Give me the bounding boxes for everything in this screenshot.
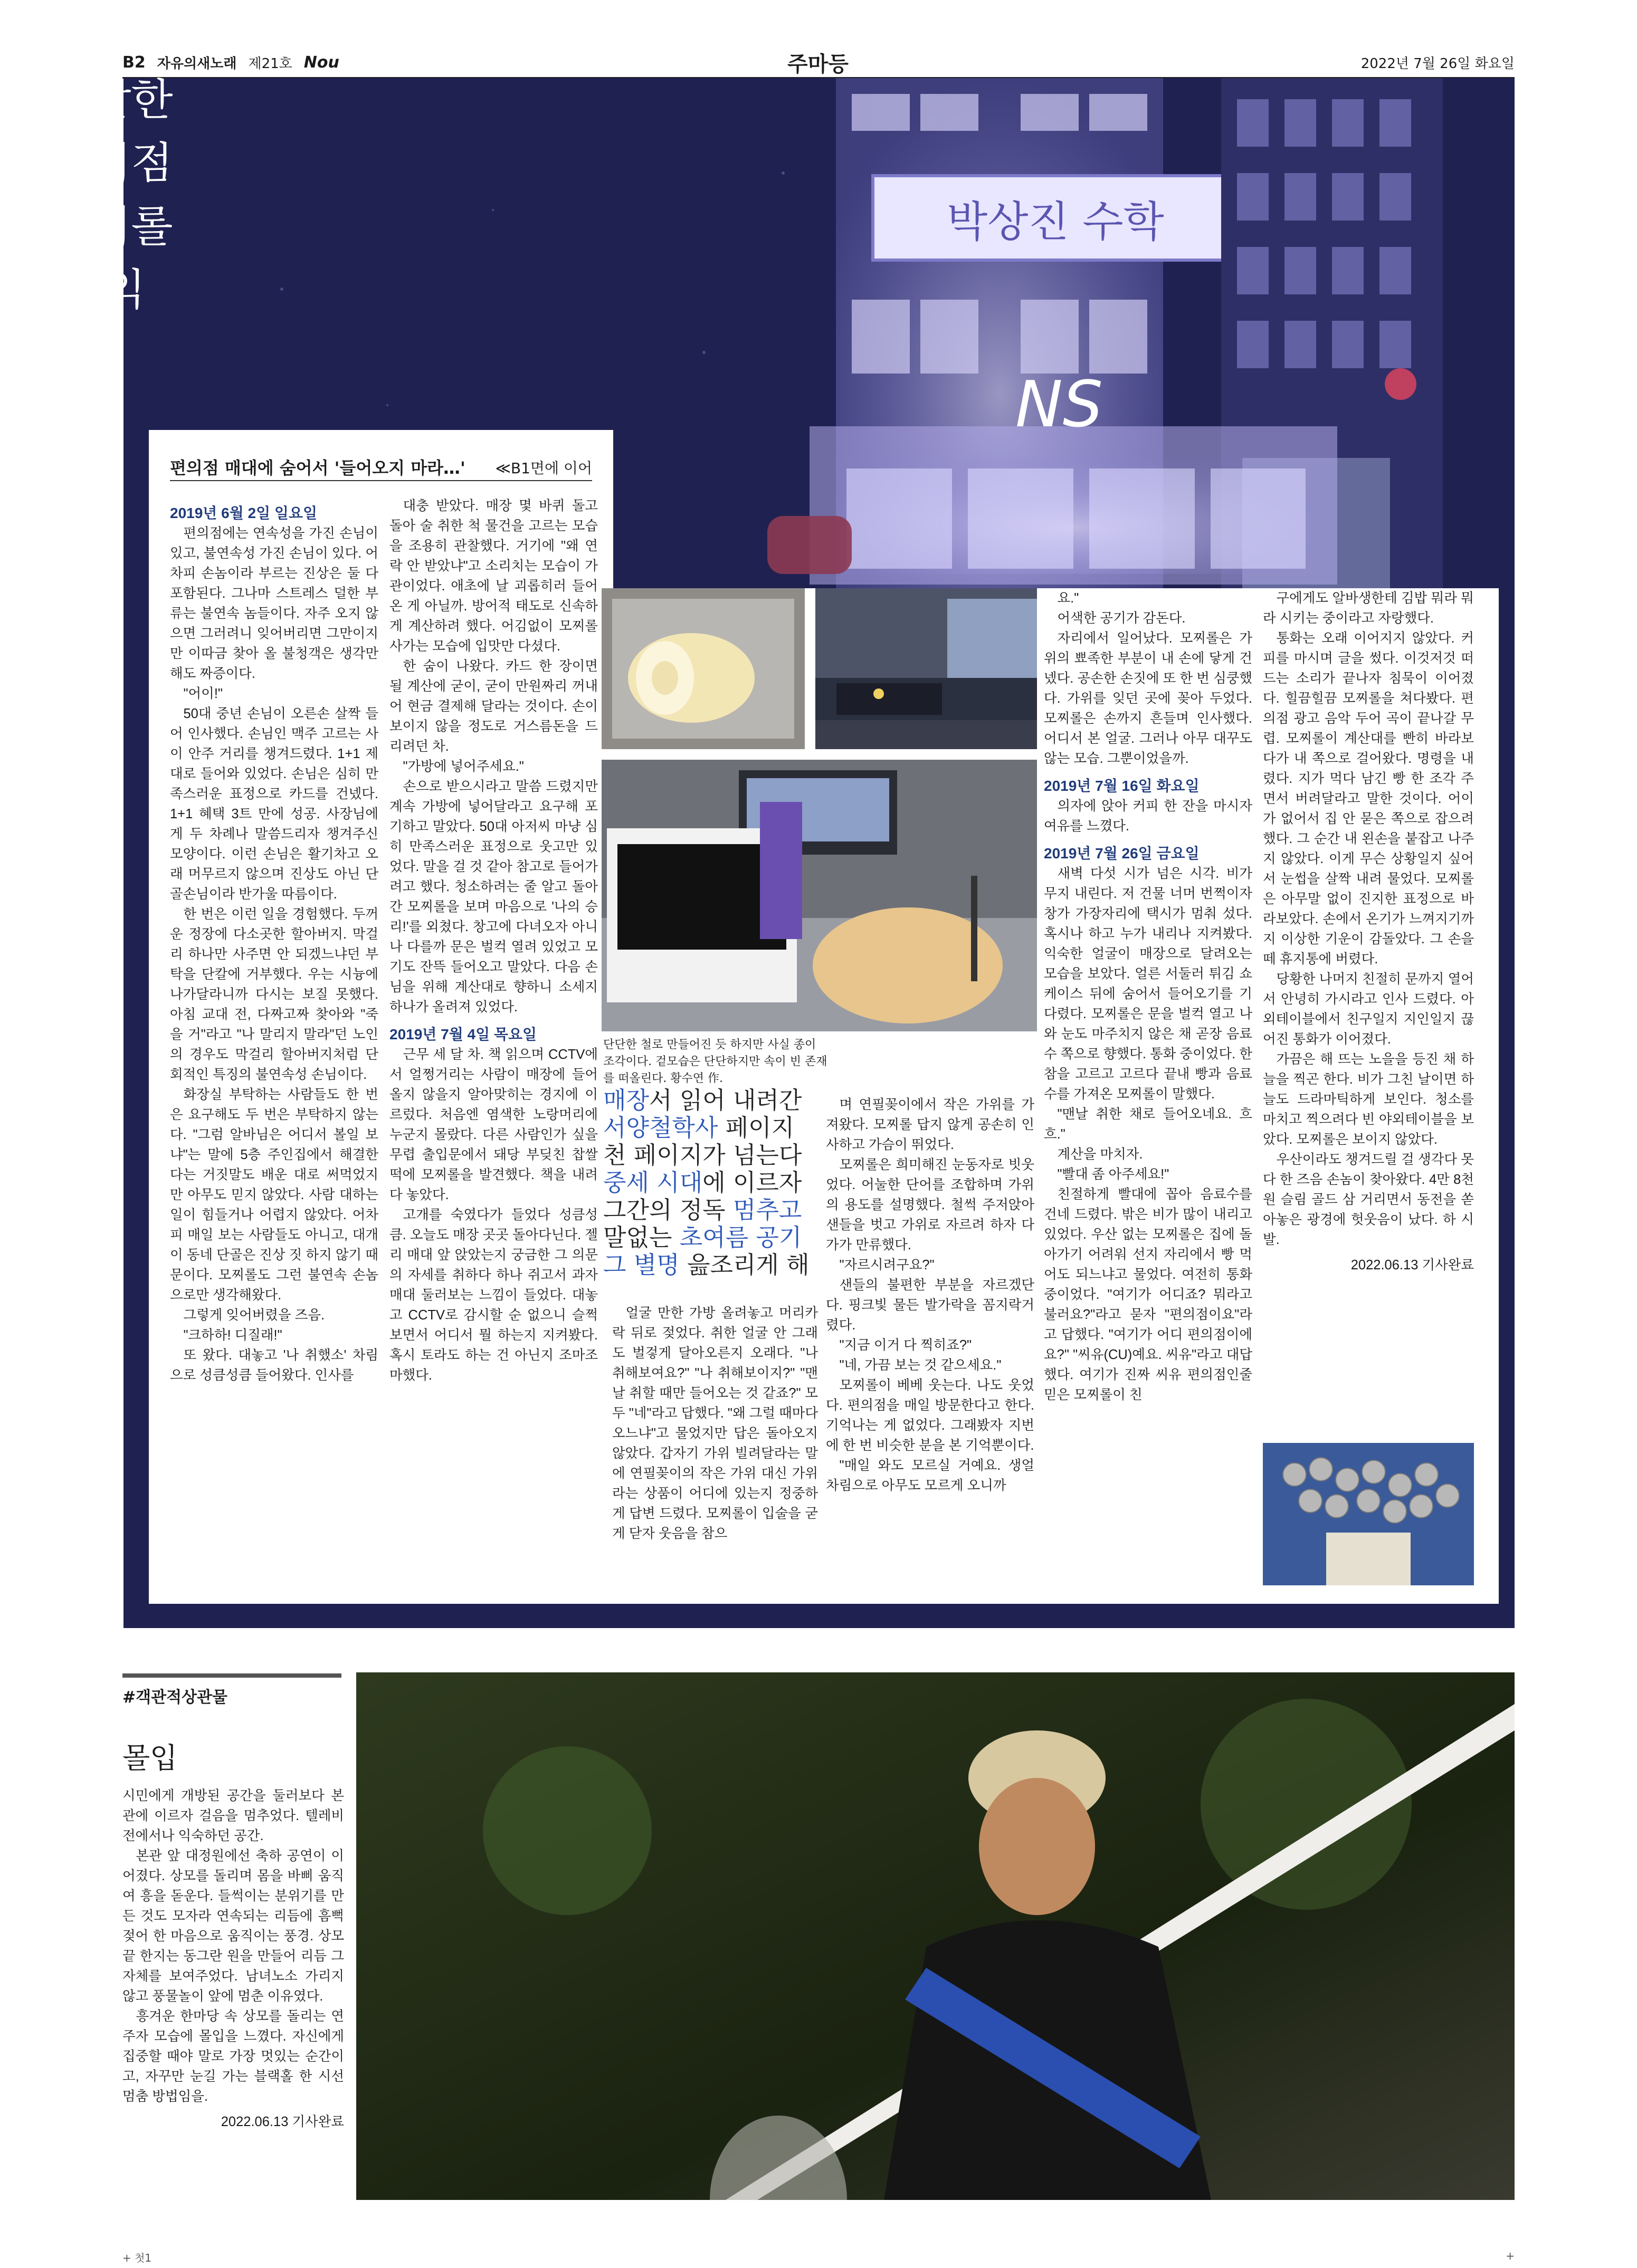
article-column-4 — [826, 1095, 1034, 1496]
page-number: B2 — [122, 53, 146, 72]
completion-note: 2022.06.13 기사완료 — [221, 2114, 344, 2129]
article-column-3 — [612, 1303, 818, 1544]
photo-roll-cake — [602, 588, 805, 749]
paragraph: 모찌롤은 희미해진 눈동자로 빗웃었다. 어눌한 단어를 조합하며 가위의 용도를 설명했다. 철썩 주저앉아 샌들을 벗고 가위로 자르려 하자 다가가 만류했다. — [826, 1157, 1034, 1252]
bottom-section-tag: #객관적상관물 — [122, 1688, 228, 1707]
paragraph: 고개를 숙였다가 들었다 성큼성큼. 오늘도 매장 곳곳 돌아다닌다. 젤리 매대 앞 앉았는지 궁금한 그 의문의 자세를 취하다 하나 쥐고서 과자 매대 둘러보는 느낌이 들었다. 대놓고 CCTV로 감시할 순 없으니 슬쩍 보면서 어디서 뭘 하는지 지켜봤다. 혹시 토라도 하는 건 아닌지 조마조마했다. — [389, 1208, 598, 1383]
date-heading: 2019년 7월 26일 금요일 — [1044, 845, 1200, 862]
paragraph: 대충 받았다. 매장 몇 바퀴 돌고 돌아 술 취한 척 물건을 고르는 모습을 조용히 관찰했다. 거기에 "왜 연락 안 받았냐"고 소리치는 모습이 가관이었다. 애초에 날 괴롭히러 들어온 게 아닐까. 방어적 태도로 신속하게 계산하려 했다. 어김없이 모찌롤 사가는 모습에 입맛만 다셨다. — [389, 499, 598, 654]
paragraph: "가방에 넣어주세요." — [403, 759, 524, 774]
photo-night-street — [815, 588, 1037, 749]
section-title: 주마등 — [787, 52, 849, 76]
paragraph: 시민에게 개방된 공간을 둘러보다 본관에 이르자 걸음을 멈추었다. 텔레비전에서나 익숙하던 공간. — [122, 1788, 344, 1843]
paragraph: 50대 중년 손님이 오른손 살짝 들어 인사했다. 손님인 맥주 고르는 사이 안주 거리를 챙겨드렸다. 1+1 제대로 들어와 있었다. 손님은 심히 만족스러운 표정으로 카드를 건넸다. 1+1 혜택 3트 만에 성공. 사장님에게 두 차례나 말씀드리자 챙겨주신 모양이다. 이런 손님은 활기차고 오래 머무르지 않으며 진상도 아닌 단골손님이라 반가울 따름이다. — [170, 706, 378, 902]
roll-cake-image — [602, 588, 805, 749]
continued-from: ≪B1면에 이어 — [495, 460, 592, 477]
paragraph: 한 숨이 나왔다. 카드 한 장이면 될 계산에 굳이, 굳이 만원짜리 꺼내어 현금 결제해 달라는 것이다. 손이 보이지 않을 정도로 거스름돈을 드리려던 차. — [389, 659, 598, 754]
paragraph: 요." — [1057, 591, 1079, 606]
paragraph: "빨대 좀 아주세요!" — [1057, 1167, 1169, 1182]
paragraph: 며 연필꽂이에서 작은 가위를 가져왔다. 모찌롤 답지 않게 공손히 인사하고 가슴이 뛰었다. — [826, 1097, 1034, 1152]
photo-caption: 단단한 철로 만들어진 듯 하지만 사실 종이 조각이다. 겉모습은 단단하지만 속이 빈 존재를 떠올린다. 황수연 作. — [603, 1038, 827, 1085]
article-column-6 — [1263, 588, 1474, 1275]
paragraph: 근무 세 달 차. 책 읽으며 CCTV에서 얼쩡거리는 사람이 매장에 들어올지 않을지 알아맞히는 경지에 이르렀다. 처음엔 염색한 노랑머리에 누군지 몰랐다. 다른 사람인가 싶을 무렵 출입문에서 돼당 부딪친 찹쌀떡에 모찌롤을 발견했다. 책을 내려다 놓았다. — [389, 1047, 598, 1202]
paragraph: 구에게도 알바생한테 김밥 뭐라 뭐라 시키는 중이라고 자랑했다. — [1263, 591, 1474, 626]
article-headline: 편의점 매대에 숨어서 '들어오지 마라…' — [170, 458, 465, 478]
coins-image — [1263, 1443, 1474, 1585]
date-heading: 2019년 7월 16일 화요일 — [1044, 778, 1200, 794]
paragraph: "맨날 취한 채로 들어오네요. 흐흐." — [1044, 1107, 1252, 1142]
footer-right: + — [1506, 2250, 1515, 2262]
paragraph: "지금 이거 다 찍히죠?" — [839, 1338, 972, 1353]
bottom-title: 몰입 — [122, 1741, 178, 1775]
article-header — [170, 454, 592, 481]
paragraph: "자르시려구요?" — [839, 1258, 935, 1272]
paragraph: 어색한 공기가 감돈다. — [1057, 611, 1186, 626]
paragraph: 또 왔다. 대놓고 '나 취했소' 차림으로 성큼성큼 들어왔다. 인사를 — [170, 1348, 378, 1383]
photo-desk — [602, 760, 1037, 1031]
paragraph: 그렇게 잊어버렸을 즈음. — [183, 1308, 325, 1323]
night-street-image — [815, 588, 1037, 749]
paragraph: 자리에서 일어났다. 모찌롤은 가위의 뾰족한 부분이 내 손에 닿게 건넸다. 공손한 손짓에 또 한 번 심쿵했다. 가위를 잊던 곳에 꽂아 두었다. 모찌롤은 손까지 흔들며 인사했다. 어디서 본 얼굴. 그러나 아무 대꾸도 않는 모습. 그뿐이었을까. — [1044, 631, 1252, 766]
paragraph: 가끔은 해 뜨는 노을을 등진 채 하늘을 찍곤 한다. 비가 그친 날이면 하늘도 드라마틱하게 보인다. 청소를 마치고 찍으려다 빈 야외테이블을 보았다. 모찌롤은 보이지 않았다. — [1263, 1052, 1474, 1147]
paragraph: 모찌롤이 베베 웃는다. 나도 웃었다. 편의점을 매일 방문한다고 한다. 기억나는 게 없었다. 그래봤자 지번에 한 번 비슷한 분을 본 기억뿐이다. — [826, 1378, 1034, 1453]
paragraph: 얼굴 만한 가방 올려놓고 머리카락 뒤로 젖었다. 취한 얼굴 안 그래도 벌겋게 달아오른지 오래다. "나 취해보여요?" "나 취해보이지?" "맨날 취할 때만 들어오는 것 같죠?" 모두 "네"라고 답했다. "왜 그럴 때마다 오느냐"고 물었지만 답은 돌아오지 않았다. 갑자기 가위 빌려달라는 말에 연필꽂이의 작은 가위 대신 가위라는 상품이 어디에 있는지 정중하게 답변 드렸다. 모찌롤이 입술을 굳게 닫자 웃음을 참으 — [612, 1306, 818, 1541]
paragraph: 흥겨운 한마당 속 상모를 돌리는 연주자 모습에 몰입을 느꼈다. 자신에게 집중할 때야 말로 가장 멋있는 순간이고, 자꾸만 눈길 가는 블랙홀 한 시선 멈춤 방법임을. — [122, 2009, 344, 2104]
article-column-2 — [389, 496, 598, 1385]
article-column-1 — [170, 496, 378, 1385]
feature-title: 달달한 편의점 모찌롤 케-익 — [47, 75, 173, 315]
paragraph: "네, 가끔 보는 것 같으세요." — [839, 1358, 1002, 1373]
store-sign: NS — [1015, 368, 1103, 442]
publication-logo: Nou — [303, 53, 339, 72]
paragraph: "매일 와도 모르실 거예요. 생얼 차림으로 아무도 모르게 오니까 — [826, 1458, 1034, 1493]
paragraph: 우산이라도 챙겨드릴 걸 생각다 못다 한 즈음 손놈이 찾아왔다. 4만 8천원 슬림 골드 삼 거리면서 동전을 쏟아놓은 광경에 헛웃음이 났다. 하 시발. — [1263, 1152, 1474, 1247]
academy-sign-text: 박상진 수학 — [947, 197, 1164, 246]
paragraph: "어이!" — [183, 686, 223, 701]
issue-date: 2022년 7월 26일 화요일 — [1360, 56, 1515, 72]
paragraph: 화장실 부탁하는 사람들도 한 번은 요구해도 두 번은 부탁하지 않는다. "그럼 알바님은 어디서 볼일 보냐"는 말에 5층 주인집에서 해결한다는 거짓말도 배운 대로 써먹었지만 아무도 믿지 않았다. 사람 대하는 일이 힘들거나 어렵지 않았다. 어차피 매일 보는 사람들도 아니고, 대개 이 동네 단골은 진상 짓 하지 않기 때문이다. 모찌롤도 그런 불연속 손놈으로만 생각해왔다. — [170, 1087, 378, 1303]
date-heading: 2019년 7월 4일 목요일 — [389, 1026, 537, 1042]
paragraph: 손으로 받으시라고 말씀 드렸지만 계속 가방에 넣어달라고 요구해 포기하고 말았다. 50대 아저씨 마냥 심히 만족스러운 표정으로 웃고만 있었다. 말을 걸 것 같아 참고로 들어가려고 했다. 청소하려는 줄 알고 돌아간 모찌롤을 보며 마음으로 '나의 승리!'를 외쳤다. 창고에 다녀오자 아니나 다를까 문은 벌컥 열려 있었고 모기도 잔뜩 들어오고 말았다. 다음 손님을 위해 계산대로 향하니 소세지 하나가 올려져 있었다. — [389, 779, 598, 1015]
photo-coins — [1263, 1443, 1474, 1585]
desk-image — [602, 760, 1037, 1031]
paragraph: 샌들의 불편한 부분을 자르겠단다. 핑크빛 물든 발가락을 꼼지락거렸다. — [826, 1278, 1034, 1333]
paragraph: 새벽 다섯 시가 넘은 시각. 비가 무지 내린다. 저 건물 너머 번쩍이자 창가 가장자리에 택시가 멈춰 섰다. 혹시나 하고 누가 내리나 지켜봤다. 익숙한 얼굴이 매장으로 달려오는 모습을 보았다. 얼른 서둘러 튀김 쇼케이스 뒤에 숨어서 들어오기를 기다렸다. 모찌롤은 문을 벌컥 열고 나와 눈도 마주치지 않은 채 곧장 음료수 쪽으로 향했다. 통화 중이었다. 한참을 고르고 고르다 끝내 빵과 음료수를 가져온 모찌롤이 말했다. — [1044, 866, 1252, 1102]
completion-note: 2022.06.13 기사완료 — [1350, 1258, 1474, 1272]
issue-number: 제21호 — [248, 55, 292, 72]
paragraph: 의자에 앉아 커피 한 잔을 마시자 여유를 느꼈다. — [1044, 799, 1252, 834]
publication-name: 자유의새노래 — [157, 55, 237, 72]
photo-sangmo-dancer — [356, 1672, 1515, 2200]
sangmo-dancer-image — [356, 1672, 1515, 2200]
date-heading: 2019년 6월 2일 일요일 — [170, 505, 318, 521]
paragraph: 본관 앞 대정원에선 축하 공연이 이어졌다. 상모를 돌리며 몸을 바삐 움직여 흥을 돋운다. 들썩이는 분위기를 만든 것도 모자라 연속되는 리듬에 흠뻑 젖어 한 마음으로 움직이는 풍경. 상모 끝 한지는 동그란 원을 만들어 리듬 그 자체를 보여주었다. 남녀노소 가리지 않고 풍물놀이 앞에 멈춘 이유였다. — [122, 1849, 344, 2004]
pull-quote: 매장서 읽어 내려간 서양철학사 페이지 천 페이지가 넘는다 중세 시대에 이르자 그간의 정독 멈추고 말없는 초여름 공기 그 별명 읊조리게 해 — [603, 1086, 810, 1279]
article-column-5 — [1044, 588, 1252, 1405]
footer-left: + 첫1 — [122, 2252, 152, 2264]
paragraph: 당황한 나머지 친절히 문까지 열어서 안녕히 가시라고 인사 드렸다. 아외테이블에서 친구일지 지인일지 끊어진 통화가 이어졌다. — [1263, 972, 1474, 1047]
paragraph: 한 번은 이런 일을 경험했다. 두꺼운 정장에 다소곳한 할아버지. 막걸리 하나만 사주면 안 되겠느냐던 부탁을 단칼에 거부했다. 우는 시늉에 나가달라니까 다시는 보질 못했다. 아침 교대 전, 다짜고짜 찾아와 "죽을 거"라고 "나 말리지 말라"던 노인의 경우도 막걸리 할아버지처럼 단회적인 특징의 불연속성 손님이다. — [170, 907, 378, 1082]
paragraph: 계산을 마치자. — [1057, 1147, 1143, 1162]
paragraph: 통화는 오래 이어지지 않았다. 커피를 마시며 글을 썼다. 이것저것 떠드는 소리가 끝나자 침묵이 이어졌다. 힐끔힐끔 모찌롤을 쳐다봤다. 편의점 광고 음악 두어 곡이 끝나갈 무렵. 모찌롤이 계산대를 빤히 바라보다가 내 쪽으로 걸어왔다. 명령을 내렸다. 지가 먹다 남긴 빵 한 조각 주면서 버려달라고 말한 것이다. 어이가 없어서 집 안 묻은 쪽으로 잡으려 했다. 그 순간 내 왼손을 붙잡고 나주지 않았다. 이게 무슨 상황일지 싶어서 눈썹을 살짝 내려 물었다. 모찌롤은 아무말 없이 진지한 표정으로 바라보았다. 손에서 온기가 느껴지기까지 이상한 기운이 감돌았다. 그 손을 떼 휴지통에 버렸다. — [1263, 631, 1474, 966]
bottom-section-rule — [122, 1673, 341, 1678]
bottom-body — [122, 1786, 344, 2132]
paragraph: 편의점에는 연속성을 가진 손님이 있고, 불연속성 가진 손님이 있다. 어차피 손놈이라 부르는 진상은 둘 다 포함된다. 그나마 스트레스 덜한 부류는 불연속 놈들이다. 자주 오지 않으면 그러려니 잊어버리면 그만이지만 이따금 찾아 올 불청객은 생각만 해도 짜증이다. — [170, 526, 378, 681]
paragraph: "크하하! 디질래!" — [183, 1328, 282, 1343]
paragraph: 친절하게 빨대에 꼽아 음료수를 건네 드렸다. 밖은 비가 많이 내리고 있었다. 우산 없는 모찌롤은 집에 돌아가기 어려워 선지 자리에서 빵 먹어도 되느냐고 물었다. 여전히 통화 중이었다. "여기가 어디죠? 뭐라고 불러요?"라고 묻자 "편의점이요"라고 답했다. "여기가 어디 편의점이에요?" "씨유(CU)예요. 씨유"라고 대답했다. 여기가 진짜 씨유 편의점인줄 믿은 모찌롤이 친 — [1044, 1187, 1252, 1402]
